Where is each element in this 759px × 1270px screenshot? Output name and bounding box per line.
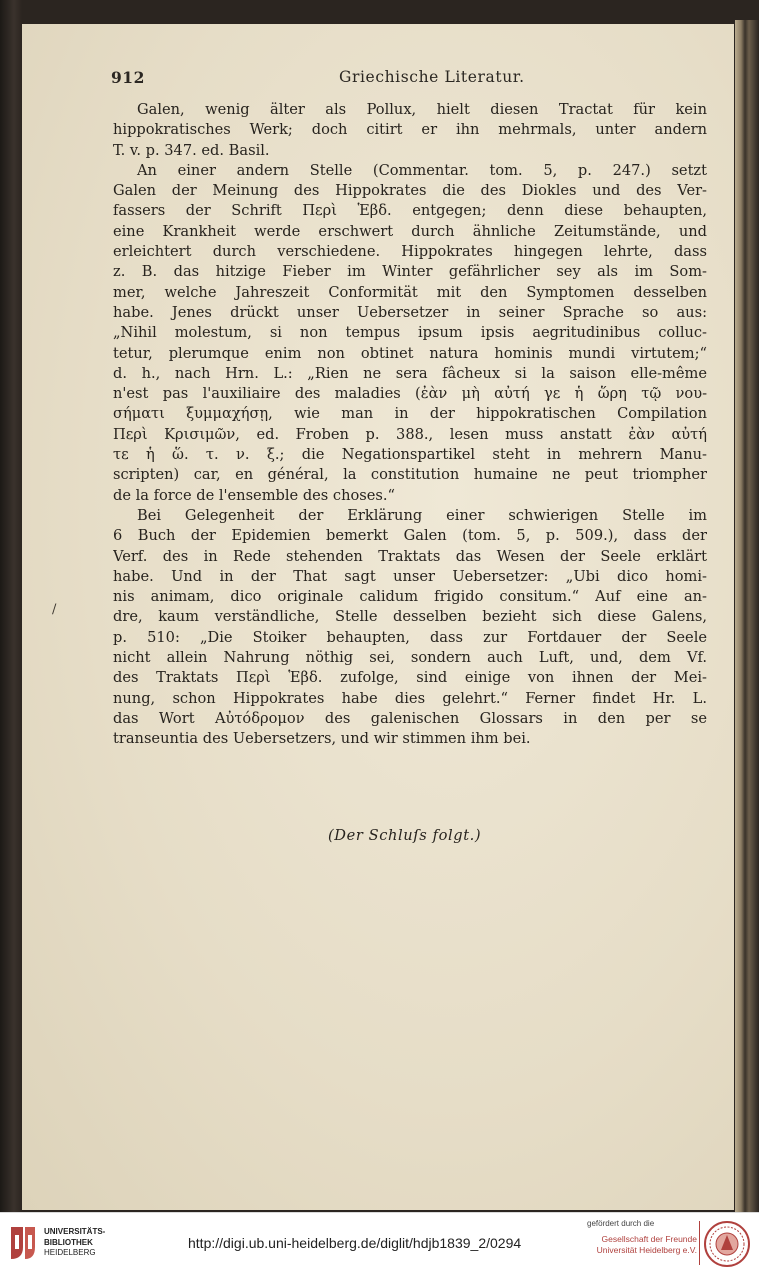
text-line: p. 510: „Die Stoiker behaupten, dass zur Fortdauer der Seele [113, 628, 707, 646]
footer-bar [0, 1212, 759, 1270]
text-line: Galen der Meinung des Hippokrates die des Diokles und des Ver- [113, 182, 707, 200]
body-text [113, 100, 707, 750]
text-line: Galen, wenig älter als Pollux, hielt diesen Tractat für kein [137, 101, 707, 118]
text-line: d. h., nach Hrn. L.: „Rien ne sera fâcheux si la saison elle-même [113, 364, 707, 382]
society-line: Universität Heidelberg e.V. [596, 1245, 697, 1255]
funding-label: gefördert durch die [587, 1219, 655, 1228]
library-line: HEIDELBERG [44, 1248, 96, 1257]
text-line: fassers der Schrift Περὶ Ἑβδ. entgegen; denn diese behaupten, [113, 202, 707, 220]
text-line: mer, welche Jahreszeit Conformität mit den Symptomen desselben [113, 283, 707, 301]
page-header [111, 68, 705, 96]
text-line: eine Krankheit werde erschwert durch ähnliche Zeitumstände, und [113, 222, 707, 240]
text-line: „Nihil molestum, si non tempus ipsum ipsis aegritudinibus colluc- [113, 324, 707, 342]
page-number: 912 [111, 68, 145, 87]
closing-note: (Der Schluſs folgt.) [328, 827, 482, 844]
text-line: erleichtert durch verschiedene. Hippokrates hingegen lehrte, dass [113, 243, 707, 261]
society-line: Gesellschaft der Freunde [601, 1234, 697, 1244]
text-line: scripten) car, en général, la constitution humaine ne peut triompher [113, 466, 707, 484]
footer-divider [699, 1221, 700, 1265]
library-line: BIBLIOTHEK [44, 1237, 93, 1247]
text-line: τε ἡ ὥ. τ. ν. ξ.; die Negationspartikel steht in mehrern Manu- [113, 446, 707, 464]
text-line: T. v. p. 347. ed. Basil. [113, 141, 270, 159]
text-line: n'est pas l'auxiliaire des maladies (ἐὰν μὴ αὐτή γε ἡ ὥρη τῷ νου- [113, 385, 707, 403]
text-line: σήματι ξυμμαχήσῃ, wie man in der hippokratischen Compilation [113, 405, 707, 423]
text-line: nicht allein Nahrung nöthig sei, sondern auch Luft, und, dem Vf. [113, 649, 707, 667]
text-line: de la force de l'ensemble des choses.“ [113, 486, 395, 504]
text-line: habe. Und in der That sagt unser Uebersetzer: „Ubi dico homi- [113, 567, 707, 585]
text-line: des Traktats Περὶ Ἑβδ. zufolge, sind einige von ihnen der Mei- [113, 669, 707, 687]
library-line: UNIVERSITÄTS- [44, 1227, 106, 1236]
text-line: dre, kaum verständliche, Stelle desselben bezieht sich diese Galens, [113, 608, 707, 626]
text-line: transeuntia des Uebersetzers, und wir stimmen ihm bei. [113, 730, 531, 748]
text-line: Verf. des in Rede stehenden Traktats das Wesen der Seele erklärt [113, 547, 707, 565]
text-line: habe. Jenes drückt unser Uebersetzer in seiner Sprache so aus: [113, 303, 707, 321]
text-line: z. B. das hitzige Fieber im Winter gefährlicher sey als im Som- [113, 263, 707, 281]
university-seal-icon [703, 1220, 751, 1268]
running-head: Griechische Literatur. [339, 68, 525, 86]
text-line: An einer andern Stelle (Commentar. tom. 5, p. 247.) setzt [137, 161, 707, 179]
text-line: Περὶ Κρισιμῶν, ed. Froben p. 388., lesen muss anstatt ἐὰν αὐτή [113, 425, 707, 443]
book-page-edge [735, 20, 759, 1212]
text-line: hippokratisches Werk; doch citirt er ihn mehrmals, unter andern [113, 121, 707, 139]
text-line: tetur, plerumque enim non obtinet natura hominis mundi virtutem;“ [113, 344, 707, 362]
text-line: nung, schon Hippokrates habe dies gelehrt.“ Ferner findet Hr. L. [113, 689, 707, 707]
text-line: das Wort Αὐτόδρομον des galenischen Glossars in den per se [113, 709, 707, 727]
society-name [587, 1234, 697, 1256]
permalink-url[interactable]: http://digi.ub.uni-heidelberg.de/diglit/hdjb1839_2/0294 [188, 1235, 522, 1251]
text-line: nis animam, dico originale calidum frigido consitum.“ Auf eine an- [113, 588, 707, 606]
university-library-name [44, 1227, 105, 1259]
text-line: Bei Gelegenheit der Erklärung einer schwierigen Stelle im [137, 506, 707, 524]
margin-mark: / [52, 602, 57, 617]
university-library-logo-icon [8, 1225, 38, 1263]
text-line: 6 Buch der Epidemien bemerkt Galen (tom. 5, p. 509.), dass der [113, 527, 707, 545]
